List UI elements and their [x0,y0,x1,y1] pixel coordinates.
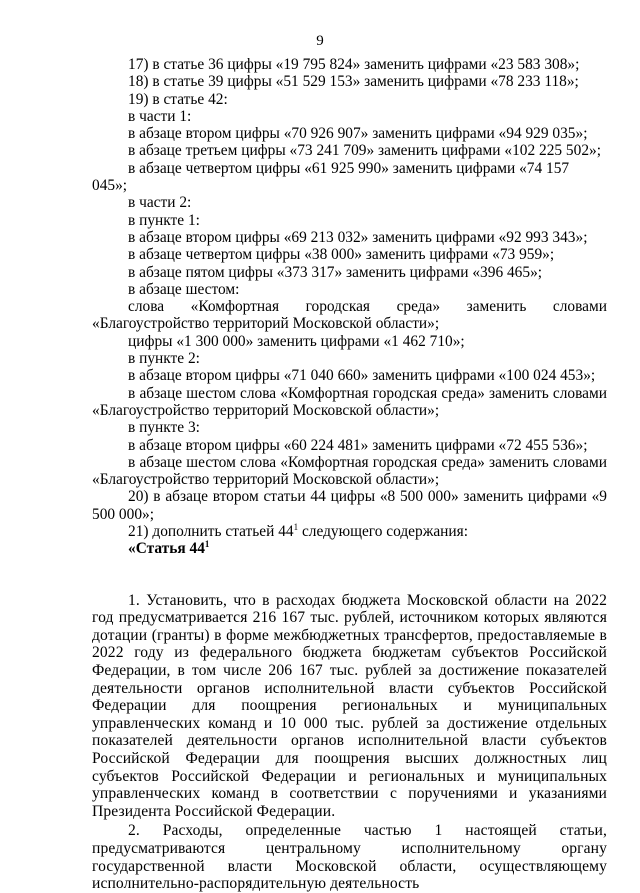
amendment-line: в абзаце четвертом цифры «38 000» заменить цифрами «73 959»; [128,246,555,264]
amendment-line: в абзаце пятом цифры «373 317» заменить цифрами «396 465»; [128,263,543,281]
amendment-line: в абзаце шестом слова «Комфортная городская среда» заменить словами «Благоустройство территорий Московской области»; [92,384,607,419]
amendment-line: в пункте 3: [128,419,200,437]
amendment-line: в абзаце шестом: [128,280,240,298]
document-body [92,56,607,893]
amendment-line: 20) в абзаце втором статьи 44 цифры «8 500 000» заменить цифрами «9 500 000»; [92,488,607,523]
spacer [92,575,607,592]
amendment-line: в абзаце третьем цифры «73 241 709» заменить цифрами «102 225 502»; [128,142,601,160]
amendment-line: 18) в статье 39 цифры «51 529 153» заменить цифрами «78 233 118»; [128,73,579,91]
amendment-line: 17) в статье 36 цифры «19 795 824» заменить цифрами «23 583 308»; [128,56,580,73]
amendment-line: 19) в статье 42: [128,90,228,108]
amendment-line: в абзаце четвертом цифры «61 925 990» заменить цифрами «74 157 045»; [92,159,570,195]
amendment-line: в абзаце шестом слова «Комфортная городская среда» заменить словами «Благоустройство территорий Московской области»; [92,453,607,489]
article-heading-sup: 1 [204,539,210,550]
spacer [92,558,607,575]
item21-text-after: следующего содержания: [298,523,468,541]
amendment-line: в пункте 1: [128,211,200,229]
amendment-line: в абзаце втором цифры «70 926 907» заменить цифрами «94 929 035»; [128,125,588,143]
amendment-line: в абзаце втором цифры «60 224 481» заменить цифрами «72 455 536»; [128,436,588,454]
item21-text: 21) дополнить статьей 44 [128,523,294,541]
amendment-line: в части 2: [128,194,192,212]
amendment-line: в пункте 2: [128,350,200,368]
article-paragraph-1: 1. Установить, что в расходах бюджета Московской области на 2022 год предусматривается 216 167 тыс. рублей, источником которых являются дотации (гранты) в форме межбюджетных трансфертов, предоставляемые в 2022 году из федерального бюджета бюджетам субъектов Российской Федерации, в том числе 206 167 тыс. рублей за достижение показателей деятельности органов исполнительной власти субъектов Российской Федерации для поощрения региональных и муниципальных управленческих команд и 10 000 тыс. рублей за достижение отдельных показателей деятельности органов исполнительной власти субъектов Российской Федерации для поощрения высших должностных лиц субъектов Российской Федерации и региональных и муниципальных управленческих команд в соответствии с поручениями и указаниями Президента Российской Федерации. [92,591,607,820]
article-heading-text: «Статья 44 [128,540,205,558]
article-paragraph-2: 2. Расходы, определенные частью 1 настоящей статьи, предусматриваются центральному исполнительному органу государственной власти Московской области, осуществляющему исполнительно-распорядительную деятельность [92,822,607,893]
amendment-line: в абзаце втором цифры «69 213 032» заменить цифрами «92 993 343»; [128,228,588,246]
amendment-line: слова «Комфортная городская среда» заменить словами «Благоустройство территорий Московской области»; [92,298,607,333]
article-heading [92,540,607,557]
amendment-line-21 [92,523,607,540]
page-number: 9 [316,33,324,49]
item21-sup: 1 [293,521,299,532]
amendment-line: в части 1: [128,107,192,125]
amendment-line: цифры «1 300 000» заменить цифрами «1 462 710»; [128,332,465,350]
amendment-line: в абзаце втором цифры «71 040 660» заменить цифрами «100 024 453»; [128,367,596,385]
